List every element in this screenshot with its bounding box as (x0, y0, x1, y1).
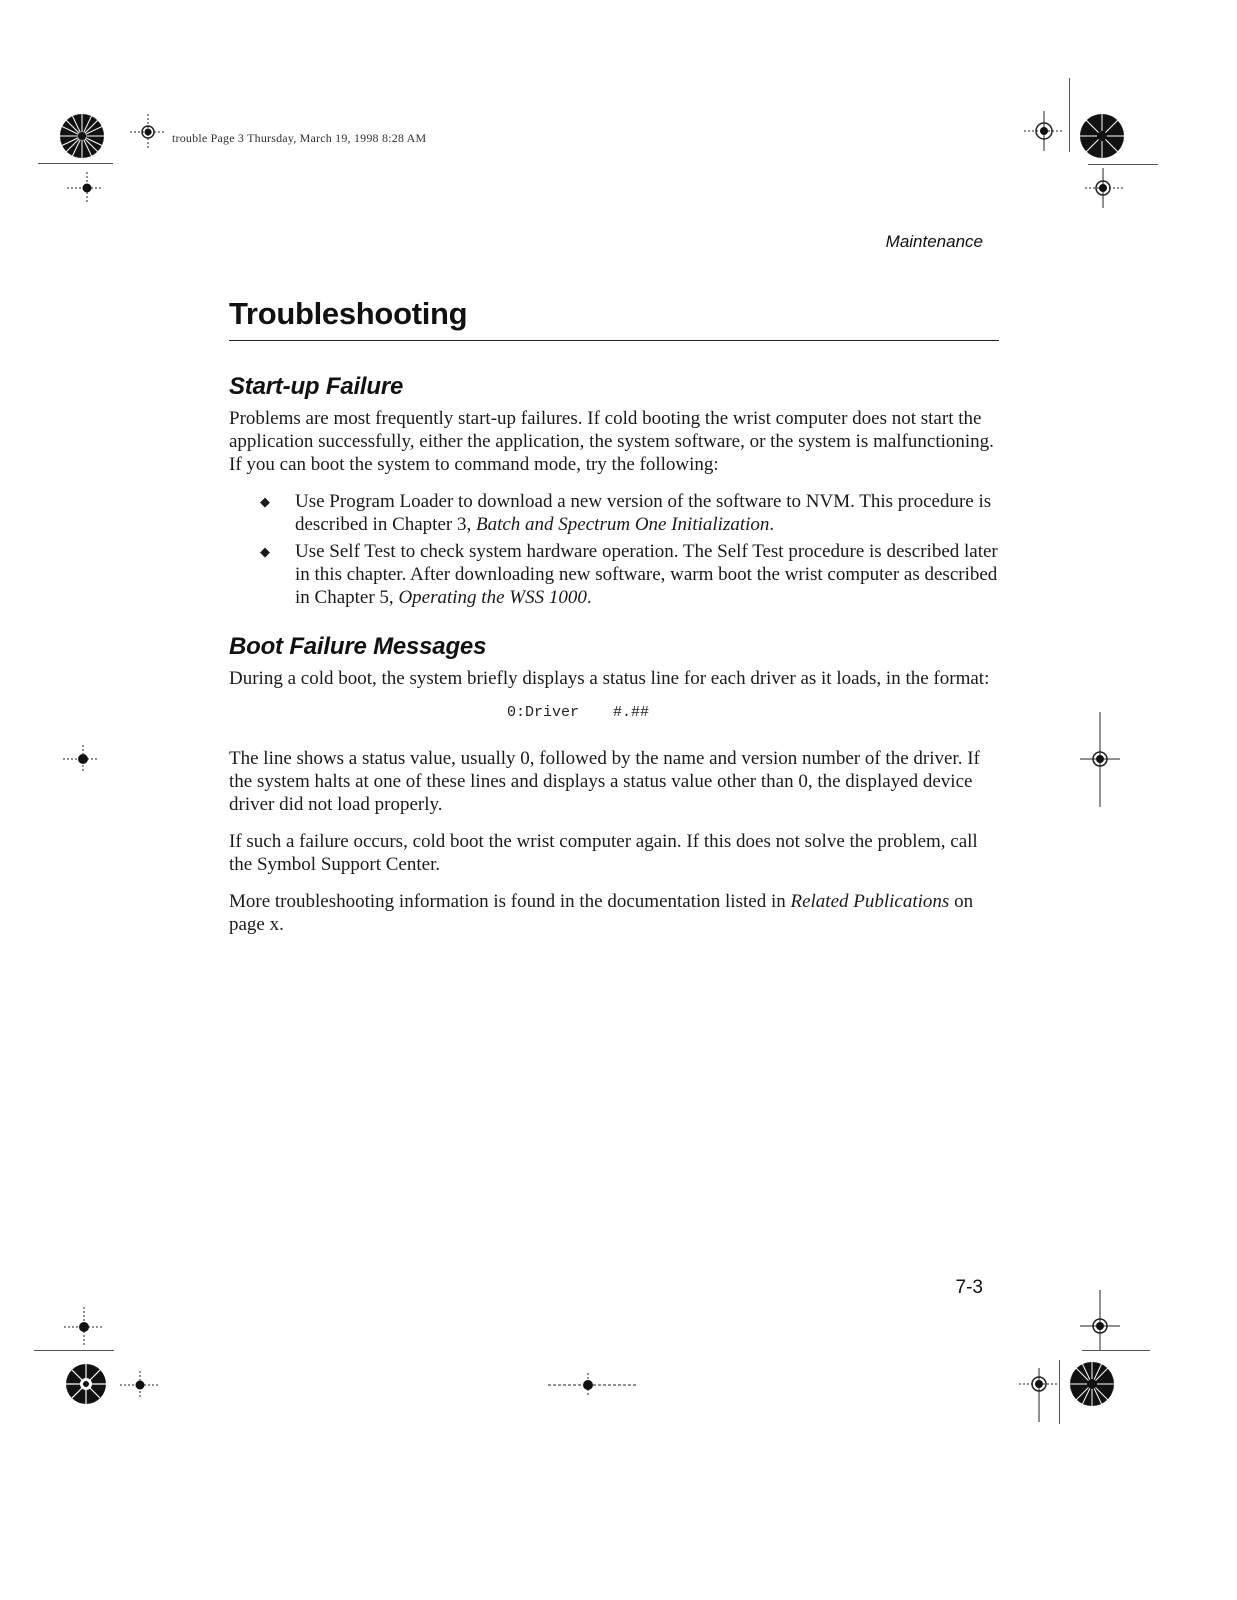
trim-line (38, 163, 113, 164)
list-item-text: Use Self Test to check system hardware operation. The Self Test procedure is described later in this chapter. After downloading new software, warm boot the wrist computer as described in Chapter 5, (295, 541, 998, 608)
startup-failure-paragraph: Problems are most frequently start-up failures. If cold booting the wrist computer does not start the application successfully, either the application, the system software, or the system is malfunctioning. If you can boot the system to command mode, try the following: (229, 408, 994, 475)
registration-mark-icon (63, 739, 103, 779)
failure-action-paragraph: If such a failure occurs, cold boot the wrist computer again. If this does not solve the problem, call the Symbol Support Center. (229, 831, 978, 875)
list-item (229, 490, 999, 536)
chapter-reference: Operating the WSS 1000 (398, 587, 587, 608)
related-publications-reference: Related Publications (790, 891, 950, 912)
code-version: #.## (613, 704, 650, 721)
diamond-bullet-icon: ◆ (260, 544, 270, 559)
more-info-paragraph (229, 890, 999, 936)
registration-mark-icon (1083, 168, 1123, 208)
trim-line (34, 1350, 114, 1351)
registration-mark-icon (67, 168, 107, 208)
registration-mark-icon (1019, 1364, 1059, 1424)
trim-line (1088, 164, 1158, 165)
page-content (229, 296, 999, 936)
registration-mark-icon (64, 1307, 104, 1347)
registration-mark-icon (1080, 712, 1120, 807)
registration-mark-icon (1024, 111, 1064, 151)
chapter-reference: Batch and Spectrum One Initialization (475, 514, 770, 535)
more-info-tail: on page x. (229, 891, 974, 935)
code-driver-name: 0:Driver (507, 704, 580, 721)
trim-line (1082, 1350, 1150, 1351)
list-item-tail: . (586, 587, 592, 608)
running-head: Maintenance (885, 232, 983, 251)
page-number: 7-3 (955, 1277, 983, 1298)
status-line-explanation: The line shows a status value, usually 0, followed by the name and version number of the driver. If the system halts at one of these lines and displays a status value other than 0, the displayed device driver did not load properly. (229, 748, 980, 815)
diamond-bullet-icon: ◆ (260, 494, 270, 509)
troubleshooting-steps-list (229, 490, 999, 609)
page-title: Troubleshooting (229, 296, 999, 341)
trim-line (1069, 78, 1070, 152)
status-line-format (229, 704, 999, 721)
rosette-mark-icon (62, 1360, 110, 1408)
rosette-mark-icon (1078, 112, 1126, 160)
print-slug: trouble Page 3 Thursday, March 19, 1998 8:28 AM (172, 131, 427, 145)
rosette-mark-icon (1068, 1360, 1116, 1408)
registration-mark-icon (120, 1365, 160, 1405)
more-info-text: More troubleshooting information is found in the documentation listed in (229, 891, 791, 912)
list-item (229, 540, 999, 609)
registration-mark-icon (128, 112, 168, 152)
section-heading-boot-failure-messages: Boot Failure Messages (229, 633, 487, 660)
section-heading-startup-failure: Start-up Failure (229, 373, 404, 400)
list-item-text: Use Program Loader to download a new version of the software to NVM. This procedure is described in Chapter 3, (295, 491, 992, 535)
list-item-tail: . (769, 514, 775, 535)
rosette-mark-icon (58, 112, 106, 160)
trim-line (1059, 1360, 1060, 1424)
registration-mark-icon (548, 1365, 638, 1405)
boot-failure-intro-paragraph: During a cold boot, the system briefly displays a status line for each driver as it loads, in the format: (229, 668, 990, 689)
